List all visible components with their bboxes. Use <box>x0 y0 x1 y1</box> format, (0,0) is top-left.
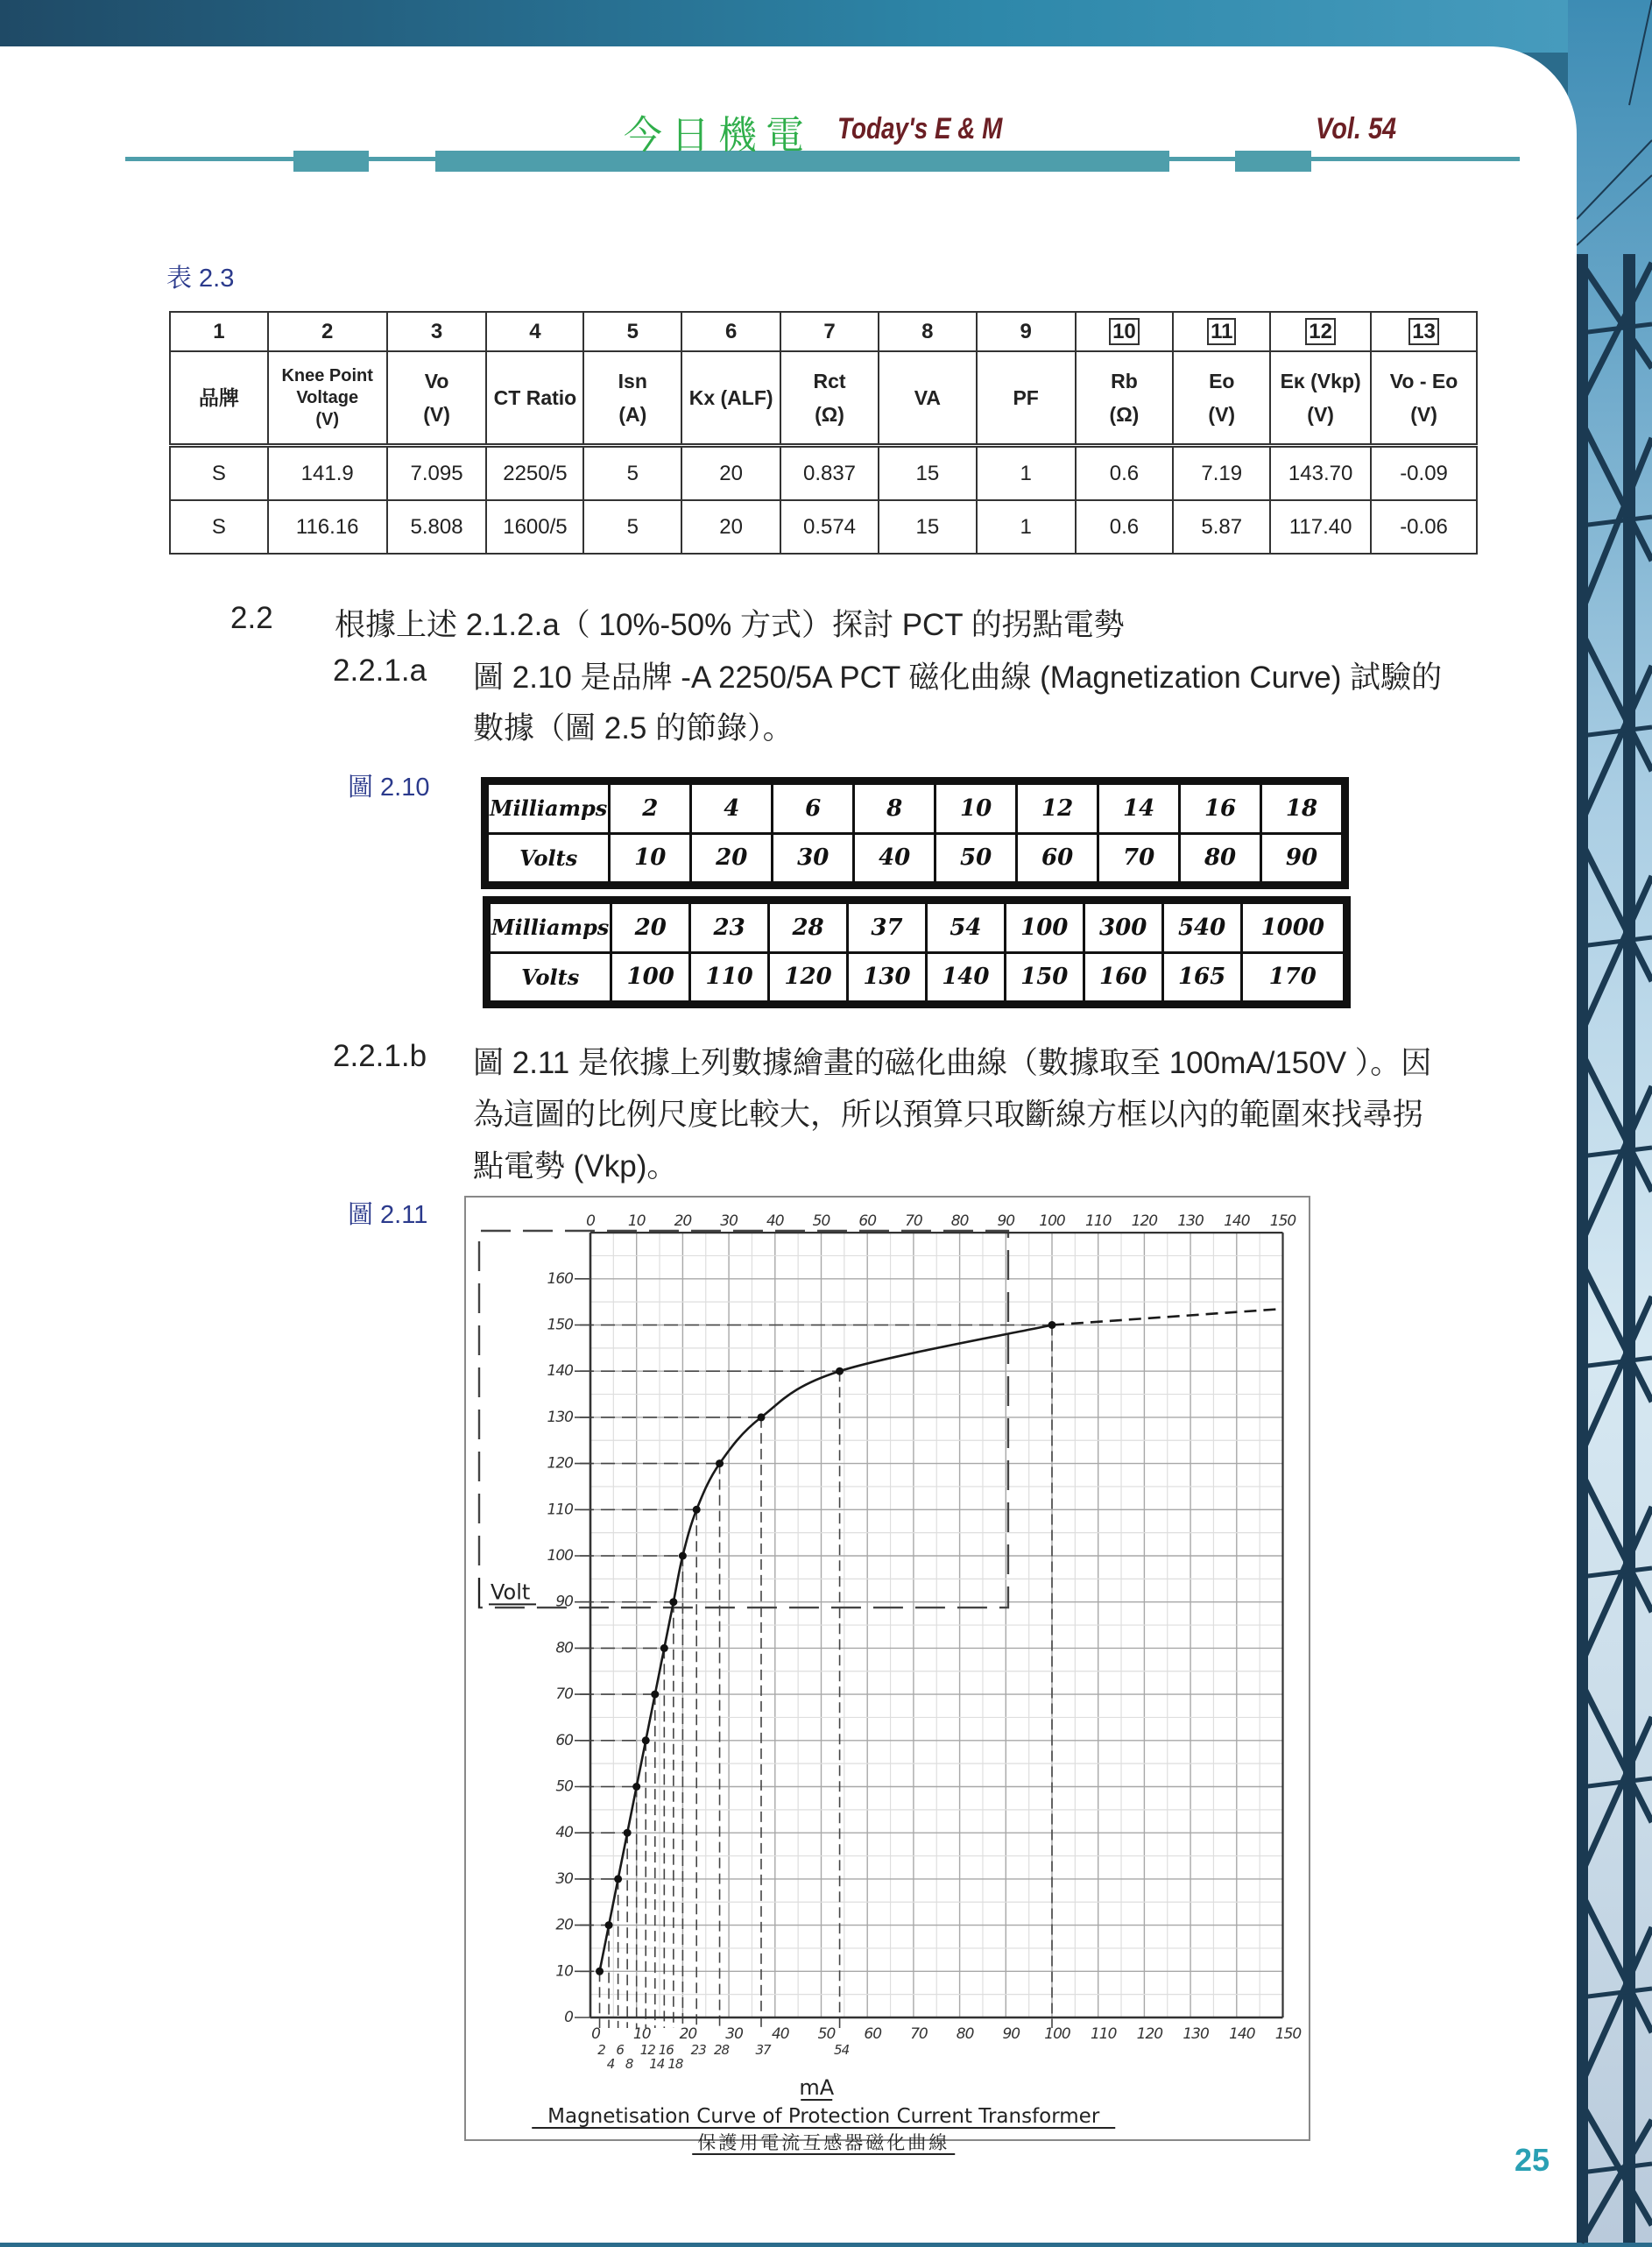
data-point <box>669 1598 677 1606</box>
data-point <box>632 1783 640 1791</box>
x-tick-label: 110 <box>1090 2025 1117 2043</box>
column-header <box>170 351 268 446</box>
column-number-label: 6 <box>724 319 738 343</box>
data-point <box>716 1459 724 1467</box>
volume-number: Vol. 54 <box>1316 112 1397 145</box>
volts-value: 20 <box>691 833 773 883</box>
column-number-label: 5 <box>626 319 639 343</box>
table-cell: S <box>170 446 268 501</box>
milliamps-value: 12 <box>1017 784 1098 834</box>
column-number <box>1173 312 1270 351</box>
column-header-line: (A) <box>618 403 647 426</box>
column-header-line: Voltage <box>296 387 359 407</box>
x-tick-label-top: 80 <box>950 1212 969 1231</box>
milliamps-value: 23 <box>690 903 769 953</box>
x-tick-label: 10 <box>632 2025 651 2043</box>
table-cell: -0.06 <box>1371 500 1477 554</box>
y-tick-label: 110 <box>547 1501 573 1519</box>
volts-value: 80 <box>1180 833 1261 883</box>
x-tick-label-top: 130 <box>1177 1212 1204 1231</box>
x-tick-label-top: 100 <box>1039 1212 1065 1231</box>
table-cell: 5 <box>583 446 681 501</box>
x-point-label: 23 <box>690 2042 706 2058</box>
column-number-label: 1 <box>213 319 225 343</box>
milliamps-value: 28 <box>769 903 848 953</box>
column-number-label: 4 <box>529 319 541 343</box>
milliamps-value: 2 <box>610 784 691 834</box>
x-tick-label: 70 <box>910 2025 928 2043</box>
x-point-label: 37 <box>755 2042 771 2058</box>
magazine-title-english: Today's E & M <box>837 112 1003 145</box>
figure-2-10-table-1 <box>481 777 1349 889</box>
x-tick-label: 140 <box>1229 2025 1255 2043</box>
x-tick-label: 30 <box>725 2025 743 2043</box>
y-tick-label: 30 <box>555 1869 573 1888</box>
data-point <box>757 1413 765 1421</box>
data-point <box>1048 1321 1056 1329</box>
column-number <box>486 312 583 351</box>
column-number-label: 12 <box>1305 318 1336 345</box>
column-header-line: 品牌 <box>198 386 239 409</box>
x-tick-label: 100 <box>1044 2025 1070 2043</box>
milliamps-value: 10 <box>935 784 1017 834</box>
column-number <box>879 312 977 351</box>
volts-value: 165 <box>1162 952 1241 1002</box>
x-point-label: 28 <box>714 2042 730 2058</box>
table-cell: 141.9 <box>268 446 387 501</box>
y-tick-label: 120 <box>547 1454 573 1473</box>
column-header-line: (Ω) <box>1109 403 1140 426</box>
milliamps-value: 6 <box>773 784 854 834</box>
column-header <box>780 351 879 446</box>
milliamps-value: 300 <box>1084 903 1162 953</box>
x-tick-label-top: 0 <box>586 1212 595 1231</box>
column-number-row <box>170 312 1477 351</box>
table-caption: 表 2.3 <box>166 265 235 293</box>
volts-value: 130 <box>848 952 927 1002</box>
x-tick-label-top: 50 <box>812 1212 830 1231</box>
table-cell: 15 <box>879 500 977 554</box>
milliamps-value: 37 <box>848 903 927 953</box>
column-number <box>387 312 487 351</box>
tower-illustration <box>1568 0 1652 2243</box>
y-axis-label: Volt <box>491 1579 531 1605</box>
table-row <box>170 500 1477 554</box>
column-header-line: Eo <box>1209 370 1235 392</box>
column-number-label: 3 <box>430 319 443 343</box>
paragraph-line: 圖 2.10 是品牌 -A 2250/5A PCT 磁化曲線 (Magnetization Curve) 試驗的 <box>473 661 1443 695</box>
section-heading: 根據上述 2.1.2.a（ 10%-50% 方式）探討 PCT 的拐點電勢 <box>335 608 1125 642</box>
x-tick-label: 60 <box>864 2025 882 2043</box>
y-tick-label: 130 <box>547 1408 573 1426</box>
table-cell: 116.16 <box>268 500 387 554</box>
column-header-line: (V) <box>1410 403 1437 426</box>
x-tick-label: 120 <box>1136 2025 1163 2043</box>
milliamps-value: 20 <box>611 903 690 953</box>
paragraph-line: 為這圖的比例尺度比較大，所以預算只取斷線方框以內的範圍來找尋拐 <box>473 1098 1424 1132</box>
x-tick-label-top: 110 <box>1084 1212 1112 1231</box>
figure-2-10-table-2 <box>483 896 1351 1008</box>
data-point <box>614 1875 622 1883</box>
x-tick-label-top: 90 <box>997 1212 1015 1231</box>
x-tick-label: 150 <box>1274 2025 1302 2043</box>
table-cell: 20 <box>681 500 780 554</box>
y-tick-label: 90 <box>555 1593 573 1611</box>
table-cell: S <box>170 500 268 554</box>
volts-value: 160 <box>1084 952 1162 1002</box>
column-header-line: Vo <box>424 370 449 392</box>
y-tick-label: 0 <box>564 2009 573 2026</box>
table-cell: 1 <box>977 446 1076 501</box>
table-cell: 0.574 <box>780 500 879 554</box>
milliamps-value: 14 <box>1098 784 1180 834</box>
subsection-number: 2.2.1.b <box>333 1039 427 1073</box>
column-number <box>1270 312 1371 351</box>
magazine-title-chinese: 今日機電 <box>624 113 813 158</box>
column-header <box>1270 351 1371 446</box>
column-header-line: Vo - Eo <box>1389 370 1458 392</box>
column-header <box>387 351 487 446</box>
x-point-label: 8 <box>625 2056 633 2072</box>
column-header-line: Rb <box>1111 370 1138 392</box>
row-label: Milliamps <box>490 903 611 953</box>
data-point <box>642 1736 650 1744</box>
x-tick-label-top: 10 <box>627 1212 646 1231</box>
column-header <box>681 351 780 446</box>
x-tick-label-top: 60 <box>858 1212 877 1231</box>
paragraph-line: 點電勢 (Vkp)。 <box>473 1149 678 1184</box>
column-number-label: 10 <box>1109 318 1140 345</box>
milliamps-value: 54 <box>926 903 1005 953</box>
volts-value: 120 <box>769 952 848 1002</box>
header-rule-block <box>293 151 369 172</box>
table-cell: 0.6 <box>1076 446 1174 501</box>
volts-value: 10 <box>610 833 691 883</box>
y-tick-label: 150 <box>547 1316 573 1334</box>
table-cell: 117.40 <box>1270 500 1371 554</box>
x-tick-label: 130 <box>1183 2025 1209 2043</box>
column-header-line: Isn <box>618 370 647 392</box>
column-header <box>879 351 977 446</box>
volts-value: 150 <box>1005 952 1084 1002</box>
header-row <box>170 351 1477 446</box>
column-header <box>583 351 681 446</box>
x-tick-label: 50 <box>817 2025 836 2043</box>
column-number-label: 7 <box>823 319 836 343</box>
table-cell: -0.09 <box>1371 446 1477 501</box>
table-row <box>170 446 1477 501</box>
column-number-label: 13 <box>1408 318 1439 345</box>
table-cell: 15 <box>879 446 977 501</box>
data-point <box>605 1921 613 1929</box>
y-tick-label: 140 <box>547 1362 573 1381</box>
data-point <box>596 1968 604 1975</box>
table-cell: 5.808 <box>387 500 487 554</box>
x-tick-label: 80 <box>956 2025 974 2043</box>
volts-value: 70 <box>1098 833 1180 883</box>
column-number-label: 2 <box>321 319 334 343</box>
table-cell: 1 <box>977 500 1076 554</box>
column-number-label: 9 <box>1020 319 1032 343</box>
milliamps-value: 100 <box>1005 903 1084 953</box>
milliamps-value: 16 <box>1180 784 1261 834</box>
milliamps-value: 4 <box>691 784 773 834</box>
table-cell: 20 <box>681 446 780 501</box>
x-tick-label: 40 <box>771 2025 789 2043</box>
magnetisation-chart <box>466 1198 1309 2153</box>
table-cell: 143.70 <box>1270 446 1371 501</box>
figure-2-11-frame <box>464 1196 1310 2153</box>
volts-value: 100 <box>611 952 690 1002</box>
volts-value: 50 <box>935 833 1017 883</box>
chart-title: Magnetisation Curve of Protection Current Transformer <box>547 2105 1100 2128</box>
row-label: Milliamps <box>488 784 610 834</box>
x-tick-label: 0 <box>591 2025 600 2043</box>
milliamps-value: 1000 <box>1241 903 1344 953</box>
column-number <box>1076 312 1174 351</box>
volts-value: 110 <box>690 952 769 1002</box>
page-number: 25 <box>1514 2142 1550 2178</box>
column-header <box>486 351 583 446</box>
column-header-line: Eκ (Vkp) <box>1280 370 1361 392</box>
x-tick-label-top: 140 <box>1224 1212 1250 1231</box>
x-tick-label-top: 40 <box>766 1212 784 1231</box>
column-number <box>170 312 268 351</box>
column-header-line: Kx (ALF) <box>688 386 773 409</box>
table-cell: 1600/5 <box>486 500 583 554</box>
column-header-line: VA <box>914 386 941 409</box>
figure-caption: 圖 2.10 <box>348 774 430 802</box>
column-header-line: (Ω) <box>815 403 844 426</box>
x-tick-label-top: 120 <box>1131 1212 1158 1231</box>
volts-value: 140 <box>926 952 1005 1002</box>
y-tick-label: 50 <box>555 1777 573 1796</box>
y-tick-label: 80 <box>555 1639 573 1657</box>
x-point-label: 4 <box>606 2056 615 2072</box>
x-tick-label-top: 70 <box>905 1212 922 1231</box>
top-banner <box>0 0 1652 53</box>
header-rule-block <box>1235 151 1311 172</box>
column-header <box>977 351 1076 446</box>
column-header <box>1371 351 1477 446</box>
table-cell: 5 <box>583 500 681 554</box>
column-number <box>681 312 780 351</box>
x-tick-label: 90 <box>1002 2025 1020 2043</box>
column-number-label: 11 <box>1207 318 1236 345</box>
table-2-3 <box>169 311 1478 555</box>
column-header <box>1076 351 1174 446</box>
x-tick-label: 20 <box>679 2025 697 2043</box>
x-point-label: 54 <box>834 2042 850 2058</box>
volts-value: 170 <box>1241 952 1344 1002</box>
x-point-label: 18 <box>667 2056 683 2072</box>
x-tick-label-top: 30 <box>720 1212 738 1231</box>
y-tick-label: 70 <box>555 1685 573 1704</box>
milliamps-value: 540 <box>1162 903 1241 953</box>
data-point <box>836 1367 844 1375</box>
column-header-line: (V) <box>1208 403 1236 426</box>
volts-value: 60 <box>1017 833 1098 883</box>
paragraph-line: 圖 2.11 是依據上列數據繪畫的磁化曲線（數據取至 100mA/150V ）。因 <box>473 1046 1432 1080</box>
column-number <box>977 312 1076 351</box>
table-cell: 0.837 <box>780 446 879 501</box>
x-point-label: 16 <box>658 2042 674 2058</box>
volts-value: 40 <box>854 833 935 883</box>
data-point <box>693 1506 701 1514</box>
data-point <box>660 1644 668 1652</box>
milliamps-value: 8 <box>854 784 935 834</box>
x-point-label: 12 <box>639 2042 655 2058</box>
y-tick-label: 100 <box>547 1547 573 1565</box>
column-number <box>268 312 387 351</box>
column-header-line: (V) <box>1307 403 1334 426</box>
column-number-label: 8 <box>921 319 934 343</box>
x-tick-label-top: 20 <box>674 1212 692 1231</box>
table-cell: 7.19 <box>1173 446 1270 501</box>
table-cell: 7.095 <box>387 446 487 501</box>
x-tick-label-top: 150 <box>1269 1212 1296 1231</box>
x-point-label: 2 <box>597 2042 605 2058</box>
column-number <box>583 312 681 351</box>
column-number <box>1371 312 1477 351</box>
y-tick-label: 40 <box>555 1824 573 1842</box>
data-point <box>651 1691 659 1699</box>
y-tick-label: 20 <box>555 1916 573 1934</box>
subsection-number: 2.2.1.a <box>333 654 427 688</box>
column-header-line: PF <box>1013 386 1039 409</box>
column-header-line: CT Ratio <box>493 386 577 409</box>
table-cell: 0.6 <box>1076 500 1174 554</box>
x-point-label: 6 <box>616 2042 624 2058</box>
column-header-line: Knee Point <box>281 365 373 385</box>
y-tick-label: 10 <box>555 1962 573 1981</box>
y-tick-label: 160 <box>547 1269 573 1288</box>
table-cell: 5.87 <box>1173 500 1270 554</box>
table-cell: 2250/5 <box>486 446 583 501</box>
y-tick-label: 60 <box>555 1731 573 1749</box>
volts-value: 90 <box>1261 833 1343 883</box>
power-tower-photo <box>1568 0 1652 2243</box>
column-header-line: (V) <box>423 403 450 426</box>
column-header-line: Rct <box>813 370 846 392</box>
paragraph-line: 數據（圖 2.5 的節錄）。 <box>473 711 794 745</box>
chart-subtitle: 保護用電流互感器磁化曲線 <box>697 2132 950 2153</box>
column-number <box>780 312 879 351</box>
column-header-line: (V) <box>315 409 340 429</box>
x-point-label: 14 <box>649 2056 665 2072</box>
milliamps-value: 18 <box>1261 784 1343 834</box>
x-axis-label: mA <box>799 2075 835 2100</box>
column-header <box>1173 351 1270 446</box>
data-point <box>679 1552 687 1560</box>
section-number: 2.2 <box>230 601 273 635</box>
row-label: Volts <box>490 952 611 1002</box>
figure-caption: 圖 2.11 <box>348 1201 428 1229</box>
column-header <box>268 351 387 446</box>
volts-value: 30 <box>773 833 854 883</box>
row-label: Volts <box>488 833 610 883</box>
data-point <box>624 1829 632 1837</box>
